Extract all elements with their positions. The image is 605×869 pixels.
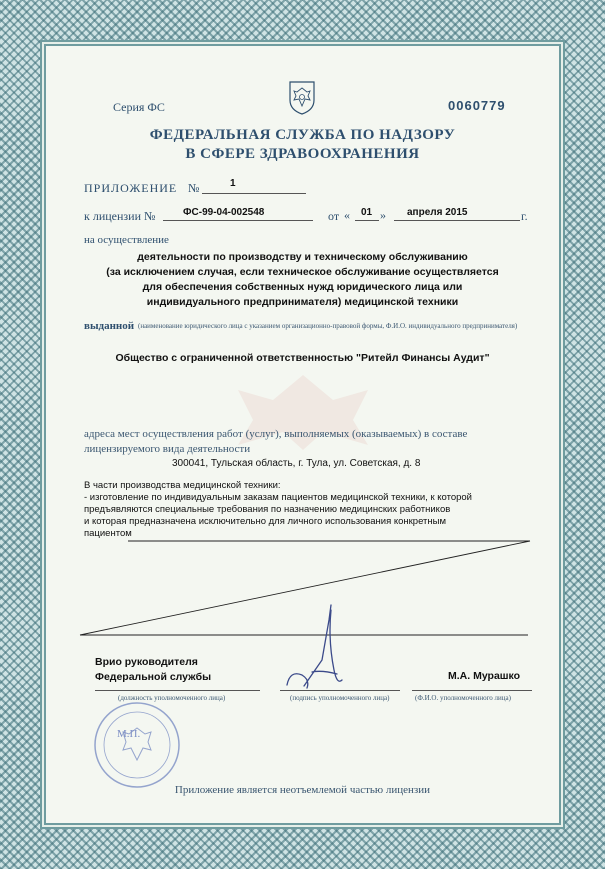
- activity-line-2: (за исключением случая, если техническое обслуживание осуществляется: [106, 266, 499, 278]
- company-name: Общество с ограниченной ответственностью "Ритейл Финансы Аудит": [115, 352, 490, 364]
- activity-label: на осуществление: [84, 234, 169, 246]
- details-line-3: предъявляются специальные требования по назначению медицинских работников: [84, 504, 451, 515]
- activity-line-4: индивидуального предпринимателя) медицинской техники: [146, 296, 459, 308]
- address-value: 300041, Тульская область, г. Тула, ул. Советская, д. 8: [172, 458, 421, 469]
- license-underline: [163, 220, 313, 221]
- document-number: 0060779: [448, 98, 506, 113]
- title-line-2: В СФЕРЕ ЗДРАВООХРАНЕНИЯ: [185, 146, 420, 162]
- signer-position-1: Врио руководителя: [95, 656, 198, 668]
- appendix-no-sign: №: [188, 181, 200, 195]
- details-line-2: - изготовление по индивидуальным заказам пациентов медицинской техники, к которой: [84, 492, 472, 503]
- series-label: Серия ФС: [113, 100, 165, 114]
- hint-name: (Ф.И.О. уполномоченного лица): [415, 694, 511, 702]
- footer-note: Приложение является неотъемлемой частью лицензии: [174, 784, 431, 796]
- title-line-1: ФЕДЕРАЛЬНАЯ СЛУЖБА ПО НАДЗОРУ: [149, 127, 456, 143]
- license-day: 01: [361, 207, 373, 218]
- handwritten-signature: [282, 600, 362, 695]
- details-line-1: В части производства медицинской техники:: [84, 480, 281, 491]
- position-underline: [95, 690, 260, 691]
- month-underline: [394, 220, 520, 221]
- activity-block: [60, 250, 545, 310]
- name-underline: [412, 690, 532, 691]
- appendix-label: ПРИЛОЖЕНИЕ: [84, 181, 178, 195]
- details-block: [84, 480, 529, 540]
- official-seal: [92, 700, 182, 790]
- address-label-2: лицензируемого вида деятельности: [84, 443, 251, 455]
- hint-signature: (подпись уполномоченного лица): [290, 694, 390, 702]
- appendix-number: 1: [230, 178, 236, 189]
- issued-hint: (наименование юридического лица с указанием организационно-правовой формы, Ф.И.О. индивидуального предпринимателя): [138, 322, 518, 330]
- license-from: от: [328, 209, 340, 223]
- day-underline: [355, 220, 379, 221]
- license-label: к лицензии №: [84, 209, 156, 223]
- coat-of-arms-icon: [287, 80, 317, 116]
- issued-label: выданной: [84, 320, 135, 332]
- address-label-1: адреса мест осуществления работ (услуг), выполняемых (оказываемых) в составе: [84, 428, 468, 440]
- stamp-label: М.П.: [117, 728, 141, 740]
- license-year-suffix: г.: [521, 209, 528, 223]
- hint-position: (должность уполномоченного лица): [118, 694, 226, 702]
- license-quote-open: «: [344, 208, 350, 222]
- signer-position-2: Федеральной службы: [95, 671, 212, 683]
- license-quote-close: »: [380, 208, 386, 222]
- signer-name: М.А. Мурашко: [448, 670, 521, 682]
- activity-line-3: для обеспечения собственных нужд юридического лица или: [142, 281, 463, 293]
- license-number: ФС-99-04-002548: [183, 207, 265, 218]
- appendix-underline: [202, 193, 306, 194]
- license-month-year: апреля 2015: [407, 207, 468, 218]
- activity-line-1: деятельности по производству и техническому обслуживанию: [137, 251, 468, 263]
- details-line-5: пациентом: [84, 528, 132, 539]
- details-line-4: и которая предназначена исключительно для личного использования конкретным: [84, 516, 447, 527]
